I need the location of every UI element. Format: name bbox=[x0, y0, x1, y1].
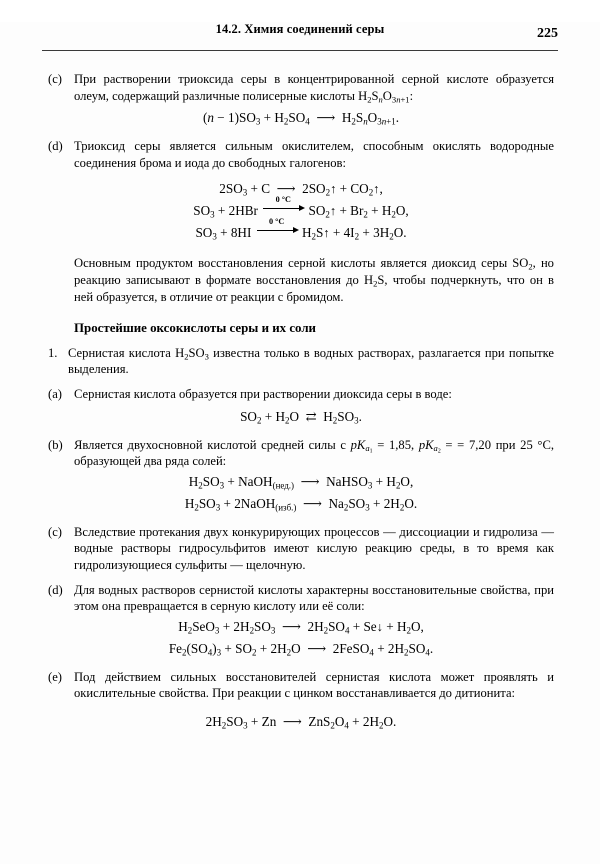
list-marker: (c) bbox=[48, 72, 62, 86]
paragraph-text: Триоксид серы является сильным окислителем, способным окислять водородные соединения брома и иода до свободных галогенов: bbox=[74, 139, 554, 170]
page-content bbox=[48, 71, 554, 732]
arrow-head bbox=[293, 227, 299, 233]
paragraph-text: Сернистая кислота образуется при растворении диоксида серы в воде: bbox=[74, 386, 452, 401]
equation-naoh-deficient: $H_2SO_3$ + NaOH$_{(нед.)}$ ⟶ NaHSO$_3$ + $H_2O$, bbox=[188, 473, 414, 491]
header-rule bbox=[42, 50, 558, 51]
list-item-d-reducing bbox=[48, 582, 554, 615]
paragraph-text: Сернистая кислота $H_2SO_3$ известна только в водных растворах, разлагается при попытке выделения. bbox=[68, 345, 554, 377]
list-item-c-oleum bbox=[48, 71, 554, 104]
equation-so2-water: $SO_2 + H_2O$ ⇄ $H_2SO_3$. bbox=[240, 408, 362, 426]
running-head-title: 14.2. Химия соединений серы bbox=[215, 22, 385, 36]
document-page bbox=[0, 22, 600, 864]
list-item-text bbox=[68, 345, 554, 378]
reaction-arrow-labeled bbox=[255, 217, 299, 237]
equation-so3-hbr: $SO_3 + 2HBr$ 0 °C $SO_2↑ + Br_2 + H_2O$, bbox=[48, 201, 554, 221]
list-item-a-formation bbox=[48, 386, 554, 403]
numbered-item-1 bbox=[48, 345, 554, 378]
paragraph-text: Для водных растворов сернистой кислоты характерны восстановительные свойства, при этом она превращается в серную кислоту или её соли: bbox=[74, 582, 554, 614]
equation-h2seo3: $H_2SeO_3 + 2H_2SO_3$ ⟶ $2H_2SO_4$ + Se↓ + $H_2O$, bbox=[178, 618, 424, 636]
list-item-b-dibasic bbox=[48, 437, 554, 470]
paragraph-text: Является двухосновной кислотой средней силы с $pK_{a_1} = 1,85$, $pK_{a_2}$ = = 7,20 при 25 °C, образующей два ряда солей: bbox=[74, 437, 555, 469]
list-item-text bbox=[74, 437, 554, 470]
list-marker: (d) bbox=[48, 139, 63, 154]
arrow-label-temperature: 0 °C bbox=[268, 217, 285, 227]
equation-so3-hi: $SO_3 + 8HI$ 0 °C $H_2S↑ + 4I_2 + 3H_2O$. bbox=[48, 223, 554, 243]
equation-zinc-dithionite: $2H_2SO_3 + Zn$ ⟶ $ZnS_2O_4 + 2H_2O$. bbox=[205, 713, 397, 731]
page-number: 225 bbox=[537, 26, 558, 41]
paragraph-text: Основным продуктом восстановления серной кислоты является диоксид серы $SO_2$, но реакцию записывают в формате восстановления до $H_2S$, чтобы подчеркнуть, что он в ней образуется, в отличие от реакции с бромидом. bbox=[74, 256, 554, 304]
arrow-label-temperature: 0 °C bbox=[275, 195, 291, 205]
list-item-text bbox=[74, 582, 554, 615]
list-item-text bbox=[74, 386, 554, 403]
list-marker: (e) bbox=[48, 669, 62, 684]
list-item-e-oxidizing bbox=[48, 669, 554, 702]
list-marker: 1. bbox=[48, 345, 58, 360]
equation-so3-carbon: $2SO_3 + C$ ⟶ $2SO_2↑$ + $CO_2↑$, bbox=[219, 181, 383, 198]
list-marker: (b) bbox=[48, 437, 63, 452]
equation-naoh-excess: $H_2SO_3$ + 2NaOH$_{(изб.)}$ ⟶ $Na_2SO_3 + 2H_2O$. bbox=[184, 495, 418, 513]
list-item-text bbox=[74, 669, 554, 702]
paragraph-text: Под действием сильных восстановителей сернистая кислота может проявлять и окислительные свойства. При реакции с цинком восстанавливается до дитионита: bbox=[74, 669, 554, 701]
running-head bbox=[42, 22, 558, 48]
equation-oleum: $(n - 1)SO_3 + H_2SO_4$ ⟶ $H_2S_nO_{3n+1}$. bbox=[202, 110, 400, 127]
arrow-head bbox=[299, 205, 305, 211]
list-marker: (a) bbox=[48, 386, 62, 401]
list-item-text bbox=[74, 524, 554, 574]
equation-fe2so43: $Fe_2(SO_4)_3 + SO_2 + 2H_2O$ ⟶ 2FeSO$_4$ + $2H_2SO_4$. bbox=[168, 640, 434, 658]
list-item-text bbox=[74, 138, 554, 171]
list-item-text bbox=[74, 71, 554, 104]
section-subheading: Простейшие оксокислоты серы и их соли bbox=[74, 321, 316, 336]
list-marker: (c) bbox=[48, 524, 62, 539]
list-marker: (d) bbox=[48, 582, 63, 597]
temperature-value: 25 °C bbox=[520, 437, 551, 452]
arrow-shaft bbox=[257, 230, 297, 231]
paragraph-text: Вследствие протекания двух конкурирующих процессов — диссоциации и гидролиза — водные растворы гидросульфитов имеют кислую реакцию среды, в то время как гидролизующиеся сульфиты — щелочную. bbox=[74, 524, 554, 572]
arrow-shaft bbox=[263, 208, 303, 209]
pka2-value: 7,20 bbox=[468, 437, 492, 452]
list-item-d-oxidizer bbox=[48, 138, 554, 171]
note-paragraph bbox=[74, 255, 554, 305]
paragraph-text: При растворении триоксида серы в концентрированной серной кислоте образуется олеум, содержащий различные полисерные кислоты $H_2S_nO_{3n+1}$: bbox=[74, 72, 554, 104]
list-item-c-hydrolysis bbox=[48, 524, 554, 574]
pka1-value: 1,85 bbox=[388, 437, 412, 452]
